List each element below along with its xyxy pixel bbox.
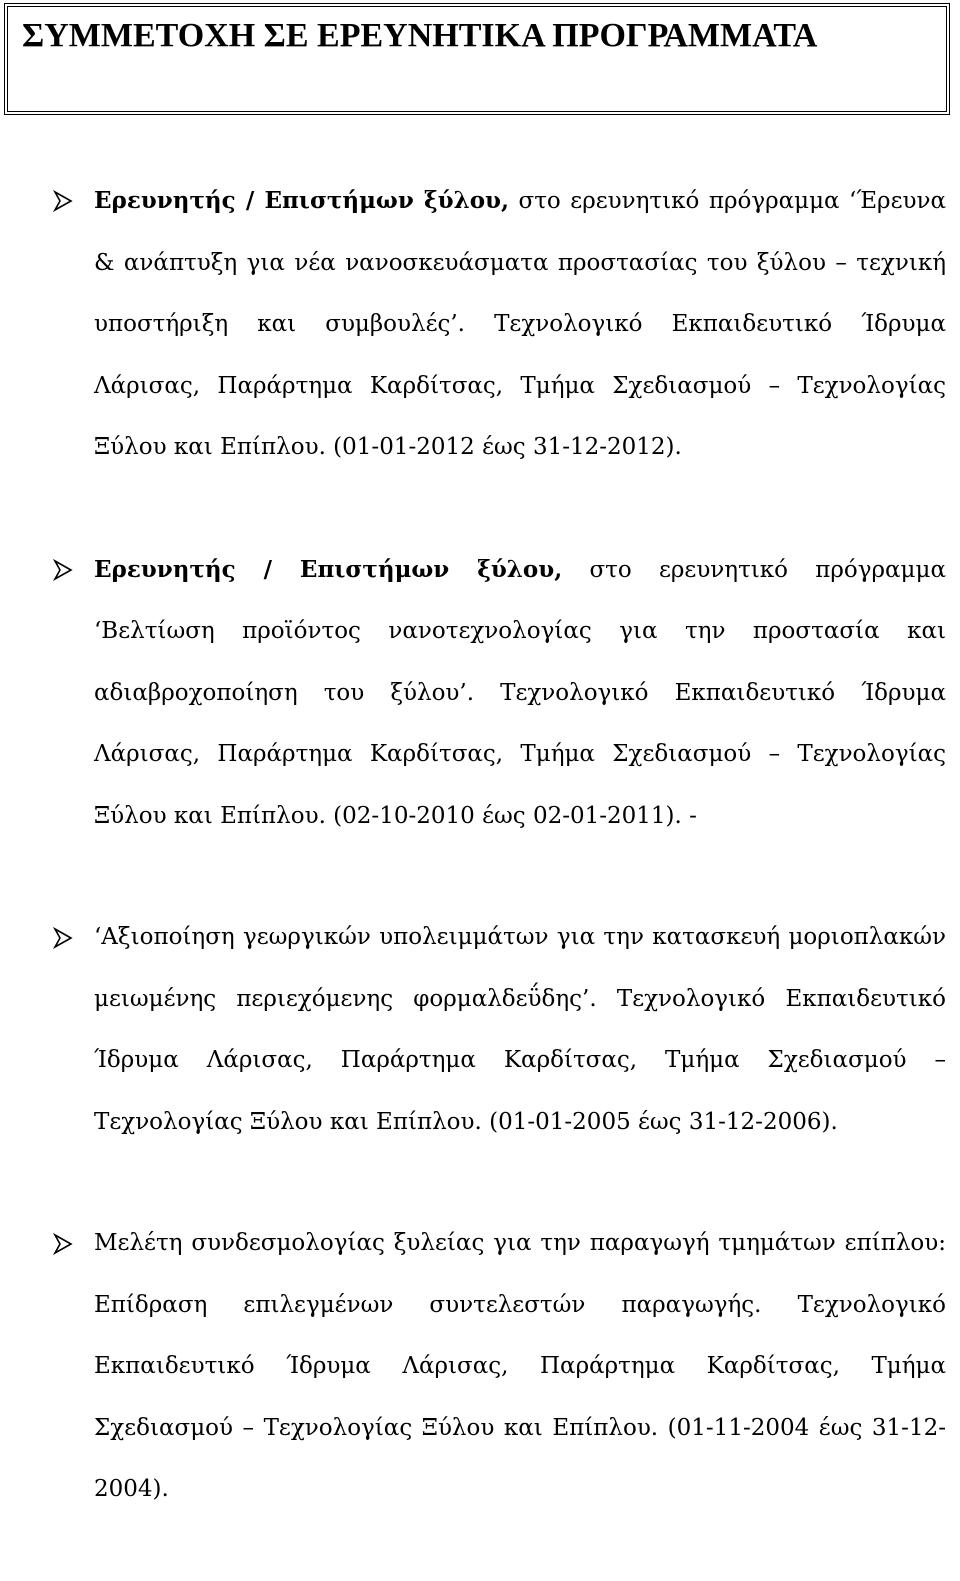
item-role: Ερευνητής / Επιστήμων ξύλου,	[94, 187, 509, 214]
item-role: Ερευνητής / Επιστήμων ξύλου,	[94, 555, 563, 583]
arrowhead-bullet-icon	[52, 927, 74, 949]
page-title: ΣΥΜΜΕΤΟΧΗ ΣΕ ΕΡΕΥΝΗΤΙΚΑ ΠΡΟΓΡΑΜΜΑΤΑ	[22, 17, 818, 54]
item-text: Μελέτη συνδεσμολογίας ξυλείας για την παραγωγή τμημάτων επίπλου: Επίδραση επιλεγμένων συντελεστών παραγωγής. Τεχνολογικό Εκπαιδευτικό Ίδρυμα Λάρισας, Παράρτημα Καρδίτσας, Τμήμα Σχεδιασμού – Τεχνολογίας Ξύλου και Επίπλου. (01-11-2004 έως 31-12-2004).	[94, 1230, 946, 1502]
item-text: στο ερευνητικό πρόγραμμα ‘Έρευνα & ανάπτυξη για νέα νανοσκευάσματα προστασίας του ξύλου – τεχνική υποστήριξη και συμβουλές’. Τεχνολογικό Εκπαιδευτικό Ίδρυμα Λάρισας, Παράρτημα Καρδίτσας, Τμήμα Σχεδιασμού – Τεχνολογίας Ξύλου και Επίπλου. (01-01-2012 έως 31-12-2012).	[94, 188, 946, 460]
item-text: ‘Αξιοποίηση γεωργικών υπολειμμάτων για την κατασκευή μοριοπλακών μειωμένης περιεχόμενης φορμαλδεΰδης’. Τεχνολογικό Εκπαιδευτικό Ίδρυμα Λάρισας, Παράρτημα Καρδίτσας, Τμήμα Σχεδιασμού – Τεχνολογίας Ξύλου και Επίπλου. (01-01-2005 έως 31-12-2006).	[94, 924, 946, 1135]
research-projects-list	[0, 170, 960, 1581]
list-item	[0, 1213, 960, 1521]
list-item	[0, 170, 960, 479]
title-box	[4, 3, 950, 115]
arrowhead-bullet-icon	[52, 1233, 74, 1255]
item-text: στο ερευνητικό πρόγραμμα ‘Βελτίωση προϊόντος νανοτεχνολογίας για την προστασία και αδιαβροχοποίηση του ξύλου’. Τεχνολογικό Εκπαιδευτικό Ίδρυμα Λάρισας, Παράρτημα Καρδίτσας, Τμήμα Σχεδιασμού – Τεχνολογίας Ξύλου και Επίπλου. (02-10-2010 έως 02-01-2011). -	[94, 556, 946, 829]
list-item	[0, 907, 960, 1153]
arrowhead-bullet-icon	[52, 559, 74, 581]
arrowhead-bullet-icon	[52, 190, 74, 212]
list-item	[0, 539, 960, 848]
